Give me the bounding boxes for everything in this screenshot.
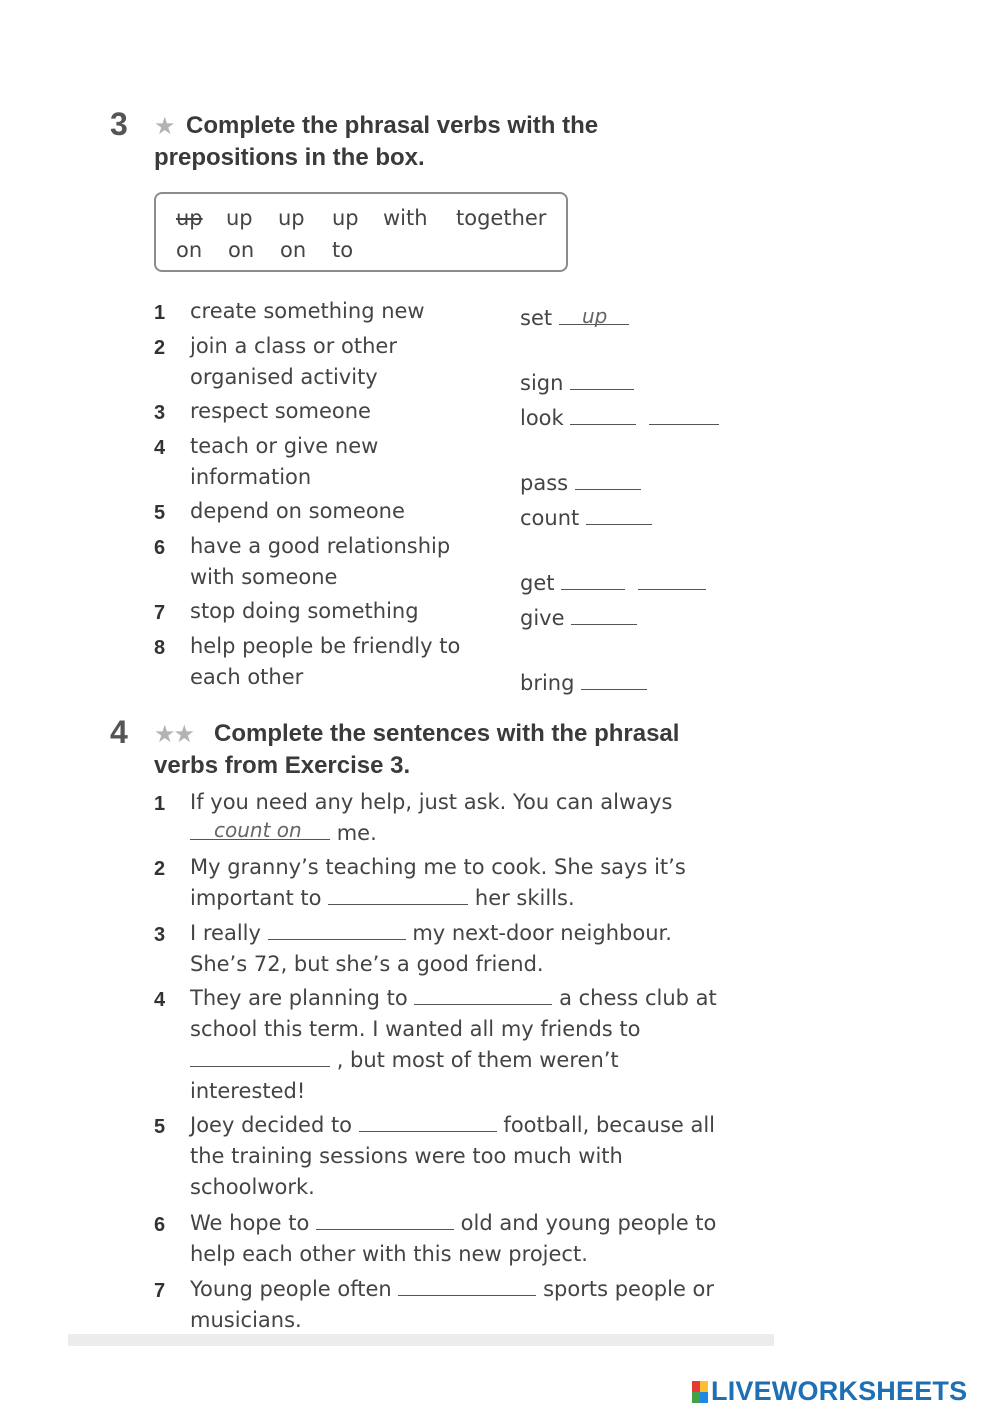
item-number: 3 [154, 402, 166, 424]
sentence-text: me. [336, 821, 377, 845]
verb-bring [520, 671, 647, 695]
star-icon: ★★ [154, 720, 194, 748]
item-definition: create something new [190, 299, 425, 323]
sentence-number: 4 [154, 989, 166, 1011]
item-number: 2 [154, 337, 166, 359]
exercise-3-number: 3 [110, 106, 128, 142]
item-definition: join a class or other organised activity [190, 334, 397, 389]
item-definition: depend on someone [190, 499, 405, 523]
sentence-text: Joey decided to [190, 1113, 353, 1137]
sentence-number: 5 [154, 1116, 166, 1138]
item-number: 6 [154, 537, 166, 559]
answer-blank[interactable] [571, 606, 637, 625]
box-word: with [383, 206, 428, 230]
answer-blank[interactable] [570, 371, 634, 390]
filled-answer: up [582, 304, 608, 328]
verb-word: pass [520, 471, 569, 495]
exercise-4-number: 4 [110, 714, 128, 750]
sentence-number: 1 [154, 793, 166, 815]
verb-word: sign [520, 371, 564, 395]
verb-look [520, 406, 719, 430]
sentence-text: They are planning to [190, 986, 408, 1010]
sentence-number: 6 [154, 1214, 166, 1236]
word-box [154, 192, 568, 272]
box-word: on [280, 238, 307, 262]
sentence-text: football, because all the training sessions were too much with schoolwork. [190, 1113, 716, 1199]
answer-blank[interactable] [398, 1277, 536, 1296]
item-number: 8 [154, 637, 166, 659]
item-number: 7 [154, 602, 166, 624]
sentence-number: 2 [154, 858, 166, 880]
sentence [190, 852, 710, 914]
answer-blank[interactable] [638, 571, 706, 590]
verb-word: bring [520, 671, 575, 695]
exercise-3-heading-line2: prepositions in the box. [154, 144, 425, 171]
sentence-text: My granny’s teaching me to cook. She says it’s important to [190, 855, 686, 910]
verb-word: set [520, 306, 553, 330]
box-word: up [278, 206, 305, 230]
sentence [190, 1274, 730, 1336]
verb-pass [520, 471, 641, 495]
box-word: up [332, 206, 359, 230]
sentence-text: old and young people to help each other with this new project. [190, 1211, 717, 1266]
sentence [190, 1208, 730, 1270]
item-definition: have a good relationship with someone [190, 534, 451, 589]
sentence-text: If you need any help, just ask. You can always [190, 790, 673, 814]
answer-blank[interactable] [586, 506, 652, 525]
box-word: to [332, 238, 354, 262]
item-definition: help people be friendly to each other [190, 634, 461, 689]
sentence-text: Young people often [190, 1277, 392, 1301]
item-number: 5 [154, 502, 166, 524]
item-number: 1 [154, 302, 166, 324]
sentence [190, 918, 710, 980]
verb-word: get [520, 571, 555, 595]
verb-word: count [520, 506, 580, 530]
answer-blank[interactable] [575, 471, 641, 490]
verb-get [520, 571, 706, 595]
exercise-4-heading-line1: Complete the sentences with the phrasal [214, 720, 680, 747]
verb-set [520, 306, 629, 330]
sentence-text: her skills. [474, 886, 575, 910]
sentence [190, 983, 720, 1107]
sentence-text: sports people or musicians. [190, 1277, 715, 1332]
box-word: on [176, 238, 203, 262]
verb-count [520, 506, 652, 530]
liveworksheets-logo[interactable] [692, 1376, 967, 1407]
sentence-text: I really [190, 921, 261, 945]
sentence-text: my next-door neighbour. She’s 72, but she’s a good friend. [190, 921, 672, 976]
sentence-text: a chess club at school this term. I wanted all my friends to [190, 986, 717, 1041]
verb-sign [520, 371, 634, 395]
item-definition: stop doing something [190, 599, 419, 623]
exercise-4-heading-line2: verbs from Exercise 3. [154, 752, 411, 779]
sentence [190, 1110, 720, 1203]
answer-blank[interactable] [316, 1211, 454, 1230]
answer-blank[interactable] [581, 671, 647, 690]
exercise-3-heading-line1: Complete the phrasal verbs with the [186, 112, 599, 139]
item-number: 4 [154, 437, 166, 459]
filled-answer: count on [214, 818, 302, 842]
answer-blank[interactable] [649, 406, 719, 425]
box-word: on [228, 238, 255, 262]
answer-blank[interactable] [268, 921, 406, 940]
box-word: up [226, 206, 253, 230]
liveworksheets-logo-icon [692, 1381, 708, 1403]
box-word: together [456, 206, 547, 230]
sentence-number: 3 [154, 924, 166, 946]
answer-blank[interactable] [190, 1048, 330, 1067]
answer-blank[interactable] [414, 986, 552, 1005]
sentence-number: 7 [154, 1280, 166, 1302]
answer-blank[interactable] [328, 886, 468, 905]
logo-text: LIVEWORKSHEETS [711, 1376, 968, 1406]
item-definition: respect someone [190, 399, 371, 423]
page-bottom-band [68, 1334, 774, 1346]
answer-blank[interactable] [570, 406, 636, 425]
verb-word: give [520, 606, 565, 630]
box-word-crossed: up [176, 206, 203, 230]
sentence-text: We hope to [190, 1211, 310, 1235]
item-definition: teach or give new information [190, 434, 379, 489]
answer-blank[interactable] [359, 1113, 497, 1132]
star-icon: ★ [154, 112, 174, 140]
verb-word: look [520, 406, 564, 430]
sentence-text: , but most of them weren’t interested! [190, 1048, 619, 1103]
answer-blank[interactable] [561, 571, 625, 590]
verb-give [520, 606, 637, 630]
